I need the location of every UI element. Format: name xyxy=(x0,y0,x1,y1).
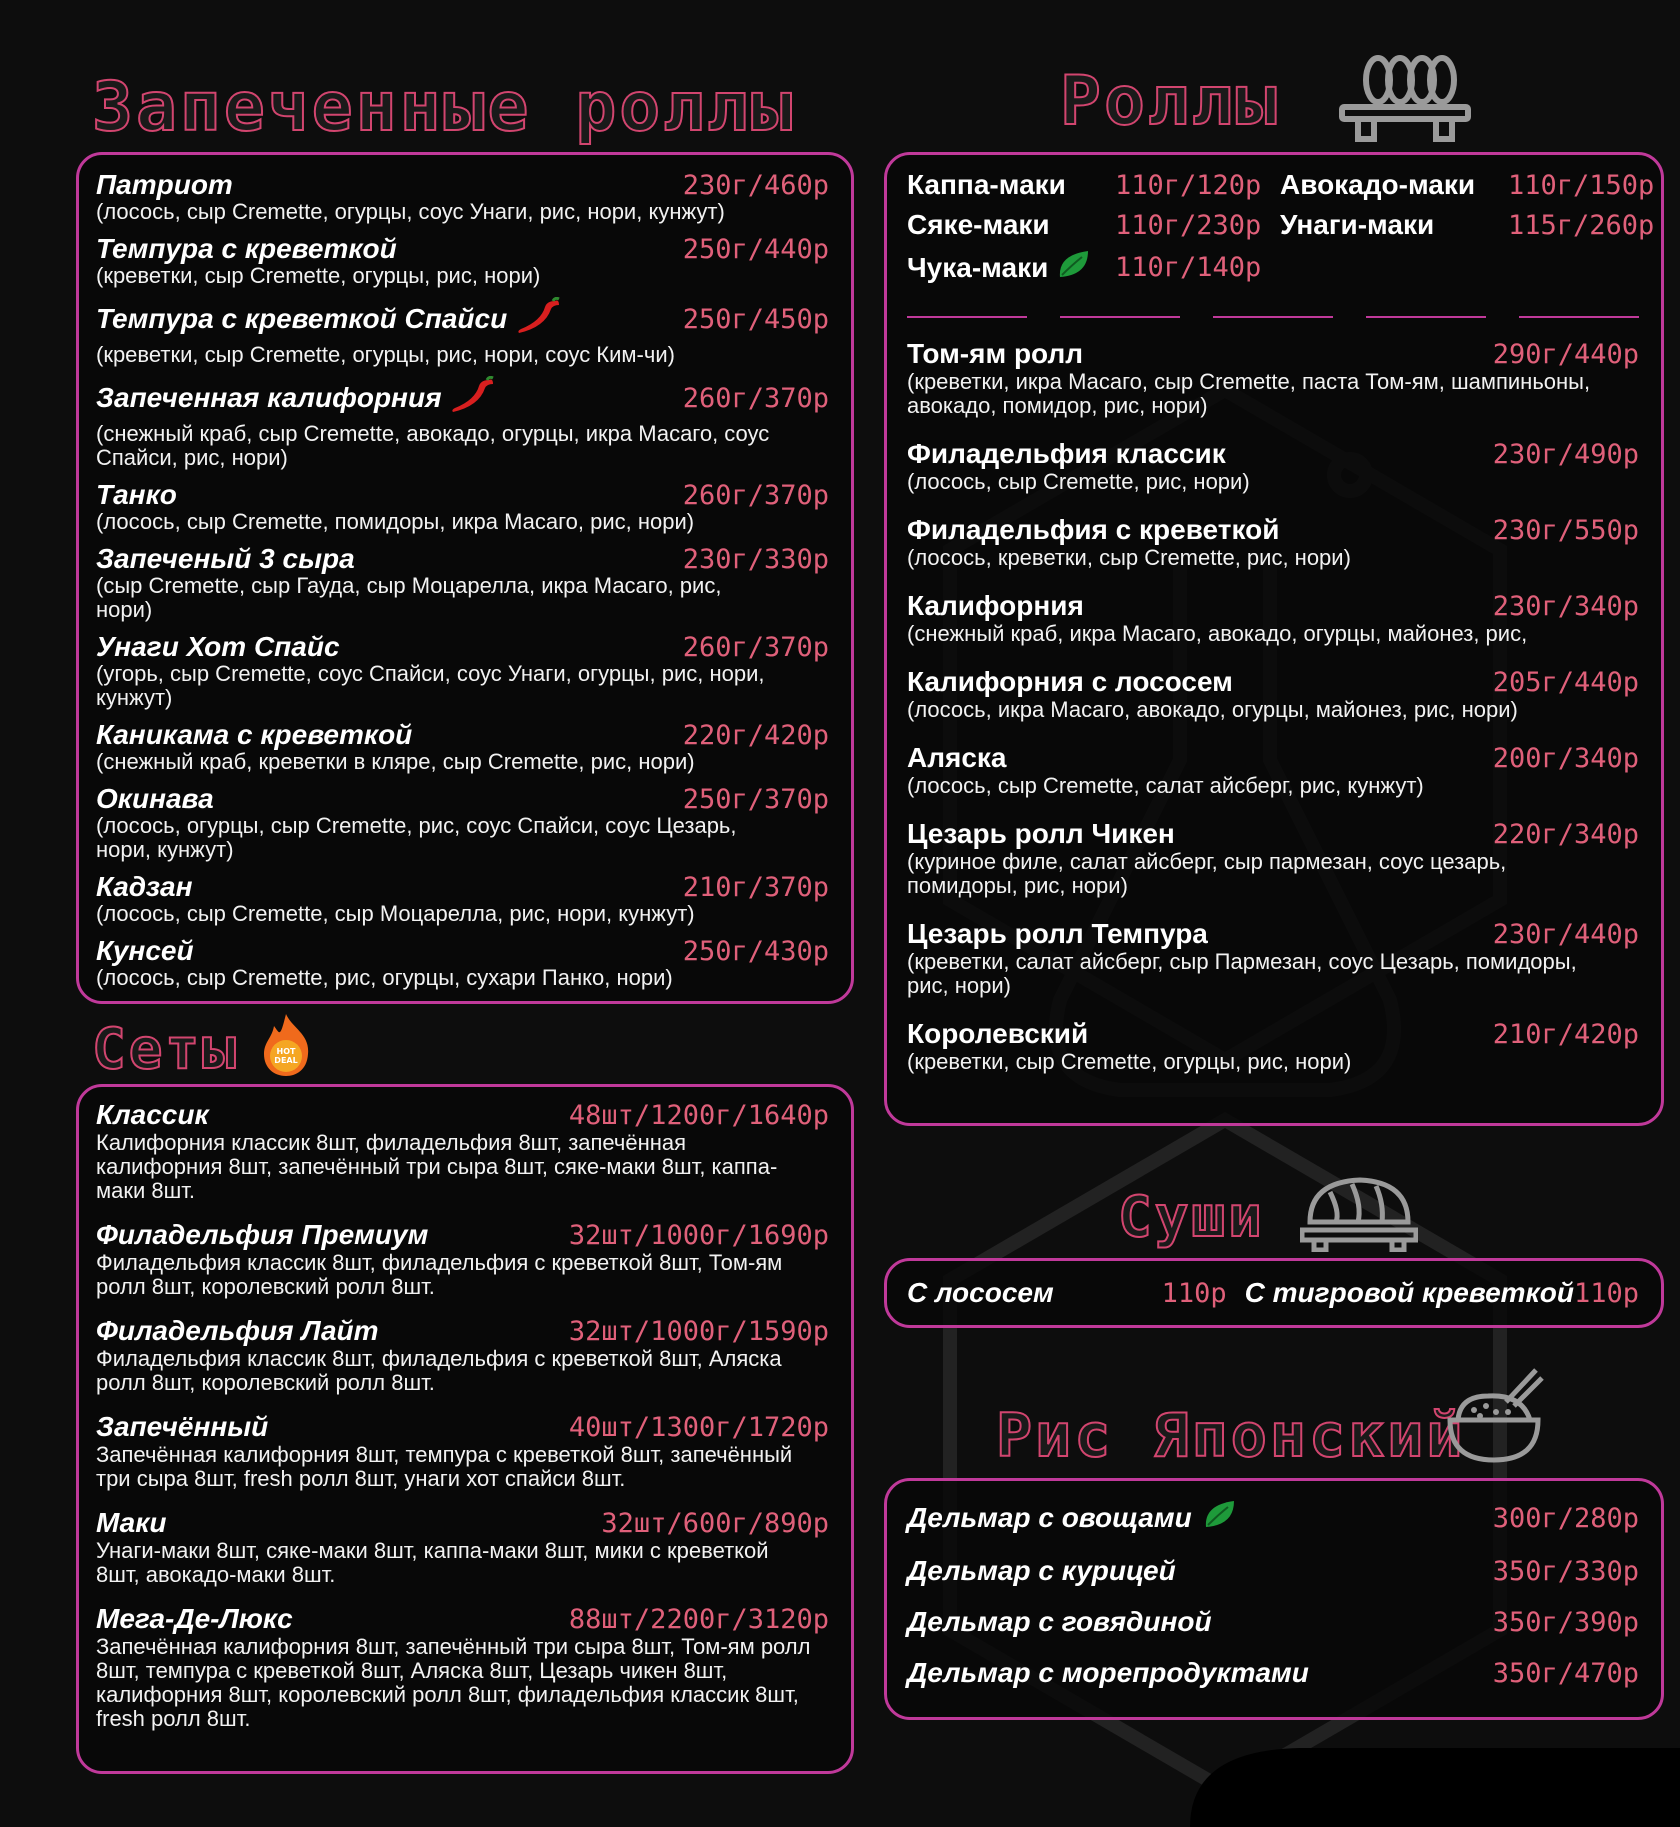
rice-item-name xyxy=(907,1657,1309,1689)
menu-item-name xyxy=(96,871,193,903)
rice-item-price: 350г/390р xyxy=(1492,1607,1639,1638)
roll-item-price: 220г/340р xyxy=(1492,819,1639,850)
menu-item-description: (лосось, сыр Cremette, сыр Моцарелла, рис, нори, кунжут) xyxy=(96,901,695,926)
menu-item-name xyxy=(96,169,233,201)
set-item-header xyxy=(96,1219,829,1251)
rice-item-name-text: Дельмар с овощами xyxy=(907,1501,1192,1533)
set-item xyxy=(96,1099,829,1203)
roll-item-header xyxy=(907,338,1639,370)
menu-item xyxy=(96,935,829,990)
maki-item-name-text: Каппа-маки xyxy=(907,169,1066,200)
set-item-price: 32шт/1000г/1690р xyxy=(568,1220,829,1251)
roll-item-header xyxy=(907,1018,1639,1050)
menu-item-price: 260г/370р xyxy=(682,632,829,663)
rice-item-price: 350г/470р xyxy=(1492,1658,1639,1689)
menu-item-name xyxy=(96,719,412,751)
rice-item-price: 300г/280р xyxy=(1492,1502,1639,1534)
set-item-description: Запечённая калифорния 8шт, запечённый три сыра 8шт, Том-ям ролл 8шт, темпура с креветкой 8шт, Аляска 8шт, Цезарь чикен 8шт, калифорния 8шт, королевский ролл 8шт, филадельфия классик 8шт, fresh ролл 8шт. xyxy=(96,1634,811,1731)
menu-item-price: 250г/430р xyxy=(682,936,829,967)
set-item-header xyxy=(96,1507,829,1539)
rice-item-name xyxy=(907,1499,1236,1536)
roll-item xyxy=(907,514,1639,570)
menu-item-description: (сыр Cremette, сыр Гауда, сыр Моцарелла, икра Масаго, рис, нори) xyxy=(96,573,722,622)
sets-title: Сеты xyxy=(92,1017,239,1082)
sushi-item-price: 110р xyxy=(1161,1278,1227,1309)
menu-item-name-text: Запеченый 3 сыра xyxy=(96,543,355,574)
menu-item-header xyxy=(96,376,829,423)
roll-item xyxy=(907,1018,1639,1074)
rolls-title: Роллы xyxy=(1060,62,1280,141)
maki-item-name-text: Чука-маки xyxy=(907,251,1049,283)
set-item-price: 48шт/1200г/1640р xyxy=(568,1100,829,1131)
roll-item-description: (креветки, салат айсберг, сыр Пармезан, соус Цезарь, помидоры, рис, нори) xyxy=(907,949,1577,998)
roll-item-name: Королевский xyxy=(907,1018,1089,1049)
set-item-description: Запечённая калифорния 8шт, темпура с креветкой 8шт, запечённый три сыра 8шт, fresh ролл 8шт, унаги хот спайси 8шт. xyxy=(96,1442,793,1491)
menu-item-name xyxy=(96,631,340,663)
menu-item-name xyxy=(96,543,355,575)
menu-item-name xyxy=(96,479,177,511)
roll-item xyxy=(907,438,1639,494)
rice-item xyxy=(907,1657,1639,1689)
set-item-price: 32шт/1000г/1590р xyxy=(568,1316,829,1347)
menu-item-header xyxy=(96,233,829,265)
menu-item-name-text: Окинава xyxy=(96,783,214,814)
set-item xyxy=(96,1219,829,1299)
rice-bowl-icon xyxy=(1444,1366,1544,1466)
set-item-header xyxy=(96,1315,829,1347)
menu-item-name xyxy=(96,297,561,344)
set-item xyxy=(96,1603,829,1731)
menu-item-price: 260г/370р xyxy=(682,382,829,414)
sushi-item-name: С лососем xyxy=(907,1277,1054,1308)
roll-item xyxy=(907,666,1639,722)
roll-item xyxy=(907,818,1639,898)
leaf-icon xyxy=(1202,1499,1236,1536)
menu-item-header xyxy=(96,297,829,344)
sushi-title: Суши xyxy=(1118,1185,1265,1250)
menu-item-name xyxy=(96,783,214,815)
rice-panel xyxy=(884,1478,1664,1720)
sets-panel xyxy=(76,1084,854,1774)
menu-item-description: (снежный краб, сыр Cremette, авокадо, огурцы, икра Масаго, соус Спайси, рис, нори) xyxy=(96,421,770,470)
menu-item-price: 210г/370р xyxy=(682,872,829,903)
maki-item-name-text: Сяке-маки xyxy=(907,209,1050,240)
set-item-name: Филадельфия Лайт xyxy=(96,1315,379,1346)
menu-item-price: 260г/370р xyxy=(682,480,829,511)
menu-item-name-text: Унаги Хот Спайс xyxy=(96,631,340,662)
menu-item-name-text: Темпура с креветкой Спайси xyxy=(96,302,508,334)
rice-item xyxy=(907,1606,1639,1638)
set-item-price: 32шт/600г/890р xyxy=(601,1508,829,1539)
roll-item xyxy=(907,742,1639,798)
roll-item-header xyxy=(907,438,1639,470)
baked-rolls-title: Запеченные роллы xyxy=(92,68,796,147)
roll-item-header xyxy=(907,818,1639,850)
roll-item-name: Калифорния с лососем xyxy=(907,666,1233,697)
chili-pepper-icon xyxy=(449,376,495,423)
set-item xyxy=(96,1315,829,1395)
roll-item-name: Цезарь ролл Чикен xyxy=(907,818,1175,849)
menu-item-name-text: Запеченная калифорния xyxy=(96,381,442,413)
rolls-plate-icon xyxy=(1338,52,1472,142)
set-item-header xyxy=(96,1603,829,1635)
roll-item-price: 230г/490р xyxy=(1492,439,1639,470)
menu-item-price: 250г/440р xyxy=(682,234,829,265)
menu-item-header xyxy=(96,479,829,511)
set-item-description: Филадельфия классик 8шт, филадельфия с креветкой 8шт, Аляска ролл 8шт, королевский ролл 8шт. xyxy=(96,1346,782,1395)
svg-text:HOT: HOT xyxy=(276,1047,296,1056)
rice-item xyxy=(907,1499,1639,1536)
roll-item-header xyxy=(907,742,1639,774)
roll-item-header xyxy=(907,666,1639,698)
menu-item-header xyxy=(96,631,829,663)
menu-item xyxy=(96,543,829,622)
roll-item-name: Цезарь ролл Темпура xyxy=(907,918,1208,949)
maki-item-price: 110г/140р xyxy=(1115,252,1262,283)
roll-item-header xyxy=(907,590,1639,622)
menu-item xyxy=(96,871,829,926)
menu-item-price: 250г/450р xyxy=(682,303,829,335)
roll-item-name: Филадельфия классик xyxy=(907,438,1226,469)
maki-item-price: 110г/230р xyxy=(1115,209,1262,241)
maki-item-name-text: Авокадо-маки xyxy=(1280,169,1476,200)
maki-item-name xyxy=(907,169,1115,201)
rolls-panel xyxy=(884,152,1664,1126)
menu-item-price: 230г/330р xyxy=(682,544,829,575)
menu-item xyxy=(96,297,829,367)
menu-item-price: 250г/370р xyxy=(682,784,829,815)
set-item-name: Запечённый xyxy=(96,1411,269,1442)
roll-item-description: (куриное филе, салат айсберг, сыр пармезан, соус цезарь, помидоры, рис, нори) xyxy=(907,849,1507,898)
menu-item-header xyxy=(96,935,829,967)
menu-item-description: (лосось, сыр Cremette, помидоры, икра Масаго, рис, нори) xyxy=(96,509,695,534)
set-item xyxy=(96,1411,829,1491)
menu-item-name-text: Кунсей xyxy=(96,935,194,966)
menu-item-name xyxy=(96,935,194,967)
menu-item-description: (снежный краб, креветки в кляре, сыр Cremette, рис, нори) xyxy=(96,749,695,774)
sushi-item-name: С тигровой креветкой xyxy=(1244,1277,1574,1308)
roll-item-header xyxy=(907,918,1639,950)
roll-item-header xyxy=(907,514,1639,546)
menu-item-name-text: Танко xyxy=(96,479,177,510)
set-item-name: Филадельфия Премиум xyxy=(96,1219,429,1250)
menu-item xyxy=(96,719,829,774)
menu-item-header xyxy=(96,783,829,815)
roll-item-name: Том-ям ролл xyxy=(907,338,1084,369)
svg-text:DEAL: DEAL xyxy=(274,1056,298,1065)
maki-item-name xyxy=(907,249,1115,286)
menu-item-description: (лосось, огурцы, сыр Cremette, рис, соус Спайси, соус Цезарь, нори, кунжут) xyxy=(96,813,737,862)
set-item-description: Калифорния классик 8шт, филадельфия 8шт, запечённая калифорния 8шт, запечённый три сыра 8шт, сяке-маки 8шт, каппа-маки 8шт. xyxy=(96,1130,778,1203)
rice-item-name xyxy=(907,1555,1176,1587)
rice-title: Рис Японский xyxy=(996,1401,1466,1471)
maki-grid xyxy=(907,169,1655,286)
roll-item-name: Калифорния xyxy=(907,590,1084,621)
menu-item-name-text: Каникама с креветкой xyxy=(96,719,413,750)
menu-item-header xyxy=(96,543,829,575)
roll-item-description: (лосось, сыр Cremette, рис, нори) xyxy=(907,469,1250,494)
sushi-item-price: 110р xyxy=(1573,1278,1639,1309)
menu-item-description: (креветки, сыр Cremette, огурцы, рис, нори, соус Ким-чи) xyxy=(96,342,675,367)
roll-item-price: 210г/420р xyxy=(1492,1019,1639,1050)
menu-item-description: (лосось, сыр Cremette, рис, огурцы, сухари Панко, нори) xyxy=(96,965,673,990)
set-item-description: Филадельфия классик 8шт, филадельфия с креветкой 8шт, Том-ям ролл 8шт, королевский ролл 8шт. xyxy=(96,1250,783,1299)
menu-item-name xyxy=(96,376,495,423)
roll-item-price: 205г/440р xyxy=(1492,667,1639,698)
rolls-list xyxy=(907,338,1639,1074)
roll-item-price: 230г/550р xyxy=(1492,515,1639,546)
menu-item-description: (угорь, сыр Cremette, соус Спайси, соус Унаги, огурцы, рис, нори, кунжут) xyxy=(96,661,765,710)
roll-item-description: (лосось, икра Масаго, авокадо, огурцы, майонез, рис, нори) xyxy=(907,697,1518,722)
maki-item-price: 115г/260р xyxy=(1508,209,1655,241)
menu-item xyxy=(96,479,829,534)
set-item-price: 40шт/1300г/1720р xyxy=(568,1412,829,1443)
menu-item xyxy=(96,783,829,862)
roll-item xyxy=(907,918,1639,998)
section-divider xyxy=(907,316,1639,318)
rice-item-price: 350г/330р xyxy=(1492,1556,1639,1587)
roll-item-price: 200г/340р xyxy=(1492,743,1639,774)
rice-item xyxy=(907,1555,1639,1587)
maki-item-price: 110г/150р xyxy=(1508,169,1655,201)
roll-item xyxy=(907,338,1639,418)
menu-item-price: 220г/420р xyxy=(682,720,829,751)
chili-pepper-icon xyxy=(515,297,561,344)
sushi-panel xyxy=(884,1258,1664,1328)
menu-item xyxy=(96,169,829,224)
set-item-header xyxy=(96,1411,829,1443)
roll-item-name: Филадельфия с креветкой xyxy=(907,514,1280,545)
rice-item-name xyxy=(907,1606,1212,1638)
roll-item-description: (лосось, креветки, сыр Cremette, рис, нори) xyxy=(907,545,1351,570)
roll-item xyxy=(907,590,1639,646)
menu-item-header xyxy=(96,719,829,751)
set-item xyxy=(96,1507,829,1587)
menu-item-description: (лосось, сыр Cremette, огурцы, соус Унаги, рис, нори, кунжут) xyxy=(96,199,725,224)
set-item-price: 88шт/2200г/3120р xyxy=(568,1604,829,1635)
menu-item xyxy=(96,233,829,288)
maki-item-name-text: Унаги-маки xyxy=(1280,209,1435,240)
menu-item-name-text: Темпура с креветкой xyxy=(96,233,397,264)
menu-item-header xyxy=(96,169,829,201)
menu-item-name xyxy=(96,233,397,265)
hot-deal-fire-badge-icon xyxy=(258,1012,314,1078)
set-item-header xyxy=(96,1099,829,1131)
menu-item-header xyxy=(96,871,829,903)
menu-item-price: 230г/460р xyxy=(682,170,829,201)
roll-item-name: Аляска xyxy=(907,742,1007,773)
maki-item-name xyxy=(907,209,1115,241)
roll-item-price: 230г/440р xyxy=(1492,919,1639,950)
sushi-item xyxy=(1245,1277,1639,1309)
set-item-name: Маки xyxy=(96,1507,167,1538)
roll-item-price: 230г/340р xyxy=(1492,591,1639,622)
rice-item-name-text: Дельмар с курицей xyxy=(907,1555,1176,1586)
roll-item-description: (снежный краб, икра Масаго, авокадо, огурцы, майонез, рис, xyxy=(907,621,1528,646)
set-item-name: Мега-Де-Люкс xyxy=(96,1603,293,1634)
set-item-description: Унаги-маки 8шт, сяке-маки 8шт, каппа-маки 8шт, мики с креветкой 8шт, авокадо-маки 8шт. xyxy=(96,1538,769,1587)
sushi-icon xyxy=(1300,1172,1418,1252)
roll-item-price: 290г/440р xyxy=(1492,339,1639,370)
leaf-icon xyxy=(1056,249,1090,286)
menu-item xyxy=(96,376,829,470)
maki-item-name xyxy=(1280,209,1508,241)
baked-rolls-panel xyxy=(76,152,854,1004)
roll-item-description: (лосось, сыр Cremette, салат айсберг, рис, кунжут) xyxy=(907,773,1424,798)
menu-item-name-text: Патриот xyxy=(96,169,233,200)
maki-item-price: 110г/120р xyxy=(1115,169,1262,201)
menu-item-description: (креветки, сыр Cremette, огурцы, рис, нори) xyxy=(96,263,541,288)
roll-item-description: (креветки, сыр Cremette, огурцы, рис, нори) xyxy=(907,1049,1352,1074)
rice-item-name-text: Дельмар с морепродуктами xyxy=(907,1657,1309,1688)
maki-item-name xyxy=(1280,169,1508,201)
menu-item-name-text: Кадзан xyxy=(96,871,193,902)
roll-item-description: (креветки, икра Масаго, сыр Cremette, паста Том-ям, шампиньоны, авокадо, помидор, рис, нори) xyxy=(907,369,1591,418)
sushi-item xyxy=(907,1277,1227,1309)
set-item-name: Классик xyxy=(96,1099,209,1130)
rice-item-name-text: Дельмар с говядиной xyxy=(907,1606,1212,1637)
menu-item xyxy=(96,631,829,710)
